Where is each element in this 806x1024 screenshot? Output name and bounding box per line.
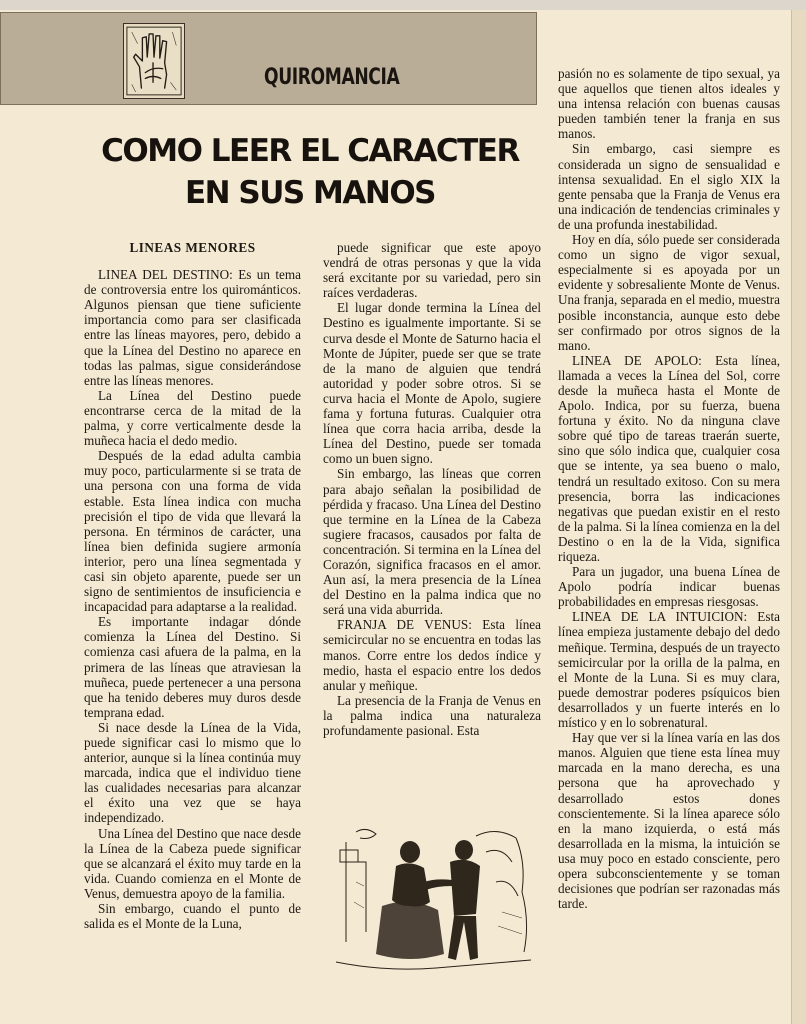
- page-right-edge: [791, 10, 806, 1024]
- paragraph: LINEA DEL DESTINO: Es un tema de controversia entre los quirománticos. Algunos piensan que tiene suficiente importancia como para ser clasificada entre las líneas mayores, pero, debido a que la Línea del Destino no aparece en todas las palmas, sigue considerándose entre las líneas menores.: [84, 267, 301, 388]
- paragraph: Hay que ver si la línea varía en las dos manos. Alguien que tiene esta línea muy marcada en la mano derecha, es una persona que ha aprovechado y desarrollado estos dones conscientemente. Si la línea aparece sólo en la mano izquierda, o está más desarrollada en la misma, la intuición se usa muy poco en estado consciente, pero opera subconscientemente y se toman decisiones que podrían ser razonadas más tarde.: [558, 730, 780, 912]
- paragraph: El lugar donde termina la Línea del Destino es igualmente importante. Si se curva desde el Monte de Saturno hacia el Monte de Júpiter, puede ser que se trate de la mano de alguien que tendrá autoridad y poder sobre otros. Si se curva hacia el Monte de Apolo, sugiere fama y fortuna futuras. Cualquier otra línea que corra hacia arriba, desde la Línea del Destino, puede ser tomada como un buen signo.: [323, 300, 541, 467]
- paragraph: LINEA DE LA INTUICION: Esta línea empieza justamente debajo del dedo meñique. Termina, después de un trayecto semicircular por la orilla de la palma, en el Monte de la Luna. Si es muy clara, puede demostrar poderes psíquicos bien desarrollados y un fuerte interés en lo místico y en lo sobrenatural.: [558, 609, 780, 731]
- subheading-lineas-menores: LINEAS MENORES: [129, 240, 256, 255]
- paragraph: La Línea del Destino puede encontrarse cerca de la mitad de la palma, y corre verticalmente desde la muñeca hacia el dedo medio.: [84, 387, 301, 449]
- paragraph: Una Línea del Destino que nace desde la Línea de la Cabeza puede significar que se alcanzará el éxito muy tarde en la vida. Cuando comienza en el Monte de Venus, demuestra apoyo de la familia.: [84, 825, 301, 901]
- paragraph: Después de la edad adulta cambia muy poco, particularmente si se trata de una persona con una forma de vida estable. Esta línea indica con mucha precisión el tipo de vida que llevará la persona. En términos de carácter, una línea bien definida sugiere armonía interior, pero una línea segmentada y casi sin objeto aparente, puede ser un signo de sentimientos de insuficiencia e incapacidad para adaptarse a la realidad.: [84, 448, 301, 615]
- paragraph: Hoy en día, sólo puede ser considerada como un signo de vigor sexual, especialmente si es apoyada por un evidente y sobresaliente Monte de Venus. Una franja, separada en el medio, muestra posible inconstancia, aunque esto debe ser confirmado por otros signos de la mano.: [558, 232, 780, 353]
- paragraph: Es importante indagar dónde comienza la Línea del Destino. Si comienza casi afuera de la palma, en la primera de las líneas que atraviesan la muñeca, puede pertenecer a una persona que ha tenido deberes muy duros desde temprana edad.: [84, 614, 301, 720]
- paragraph: pasión no es solamente de tipo sexual, ya que aquellos que tienen altos ideales y una intensa relación con buenas causas pueden también tener la franja en sus manos.: [558, 66, 780, 142]
- section-label: QUIROMANCIA: [264, 65, 400, 90]
- article-headline: [50, 130, 570, 214]
- paragraph: Sin embargo, cuando el punto de salida es el Monte de la Luna,: [84, 901, 301, 932]
- paragraph: Sin embargo, las líneas que corren para abajo señalan la posibilidad de pérdida y fracaso. Una Línea del Destino que termine en la Línea de la Cabeza sugiere fracasos, causados por falta de concentración. Si termina en la Línea del Corazón, significa fracasos en el amor. Aun así, la mera presencia de la Línea del Destino en la palma indica que no será una vida aburrida.: [323, 466, 541, 618]
- paragraph: La presencia de la Franja de Venus en la palma indica una naturaleza profundamente pasional. Esta: [323, 692, 541, 738]
- paragraph: Si nace desde la Línea de la Vida, puede significar casi lo mismo que lo anterior, aunque si la línea continúa muy marcada, indica que el individuo tiene las cualidades necesarias para alcanzar el éxito una vez que se haya independizado.: [84, 719, 301, 826]
- paragraph: Sin embargo, casi siempre es considerada un signo de sensualidad e intensa sexualidad. En el siglo XIX la gente pensaba que la Franja de Venus era una indicación de tendencias criminales y de una profunda inestabilidad.: [558, 141, 780, 232]
- paragraph: LINEA DE APOLO: Esta línea, llamada a veces la Línea del Sol, corre desde la muñeca hasta el Monte de Apolo. Indica, por su fuerza, buena fortuna y éxito. No da ninguna clave sobre qué tipo de tareas traerán suerte, sino que sólo indica que, cualquier cosa que se intente, ya sea bueno o malo, tendrá un resultado exitoso. Con su mera presencia, borra las indicaciones negativas que puedan existir en el resto de la palma. Si la línea comienza en la del Destino o en la de la Vida, significa riqueza.: [558, 352, 780, 564]
- palm-hand-icon: [123, 23, 185, 99]
- engraving-couple-illustration: [326, 822, 540, 974]
- text-column-1: [84, 240, 301, 931]
- paragraph: puede significar que este apoyo vendrá de otras personas y que la vida será excitante por su variedad, pero sin raíces verdaderas.: [323, 240, 541, 301]
- section-banner: [0, 12, 537, 105]
- scan-top-edge: [0, 0, 806, 10]
- headline-line-1: COMO LEER EL CARACTER: [101, 133, 519, 169]
- paragraph: Para un jugador, una buena Línea de Apolo podría indicar buenas probabilidades en empresas riesgosas.: [558, 564, 780, 610]
- text-column-3: [558, 66, 780, 911]
- headline-line-2: EN SUS MANOS: [185, 175, 435, 211]
- text-column-2: [323, 240, 541, 738]
- paragraph: FRANJA DE VENUS: Esta línea semicircular no se encuentra en todas las manos. Corre entre los dedos índice y medio, hasta el espacio entre los dedos anular y meñique.: [323, 617, 541, 693]
